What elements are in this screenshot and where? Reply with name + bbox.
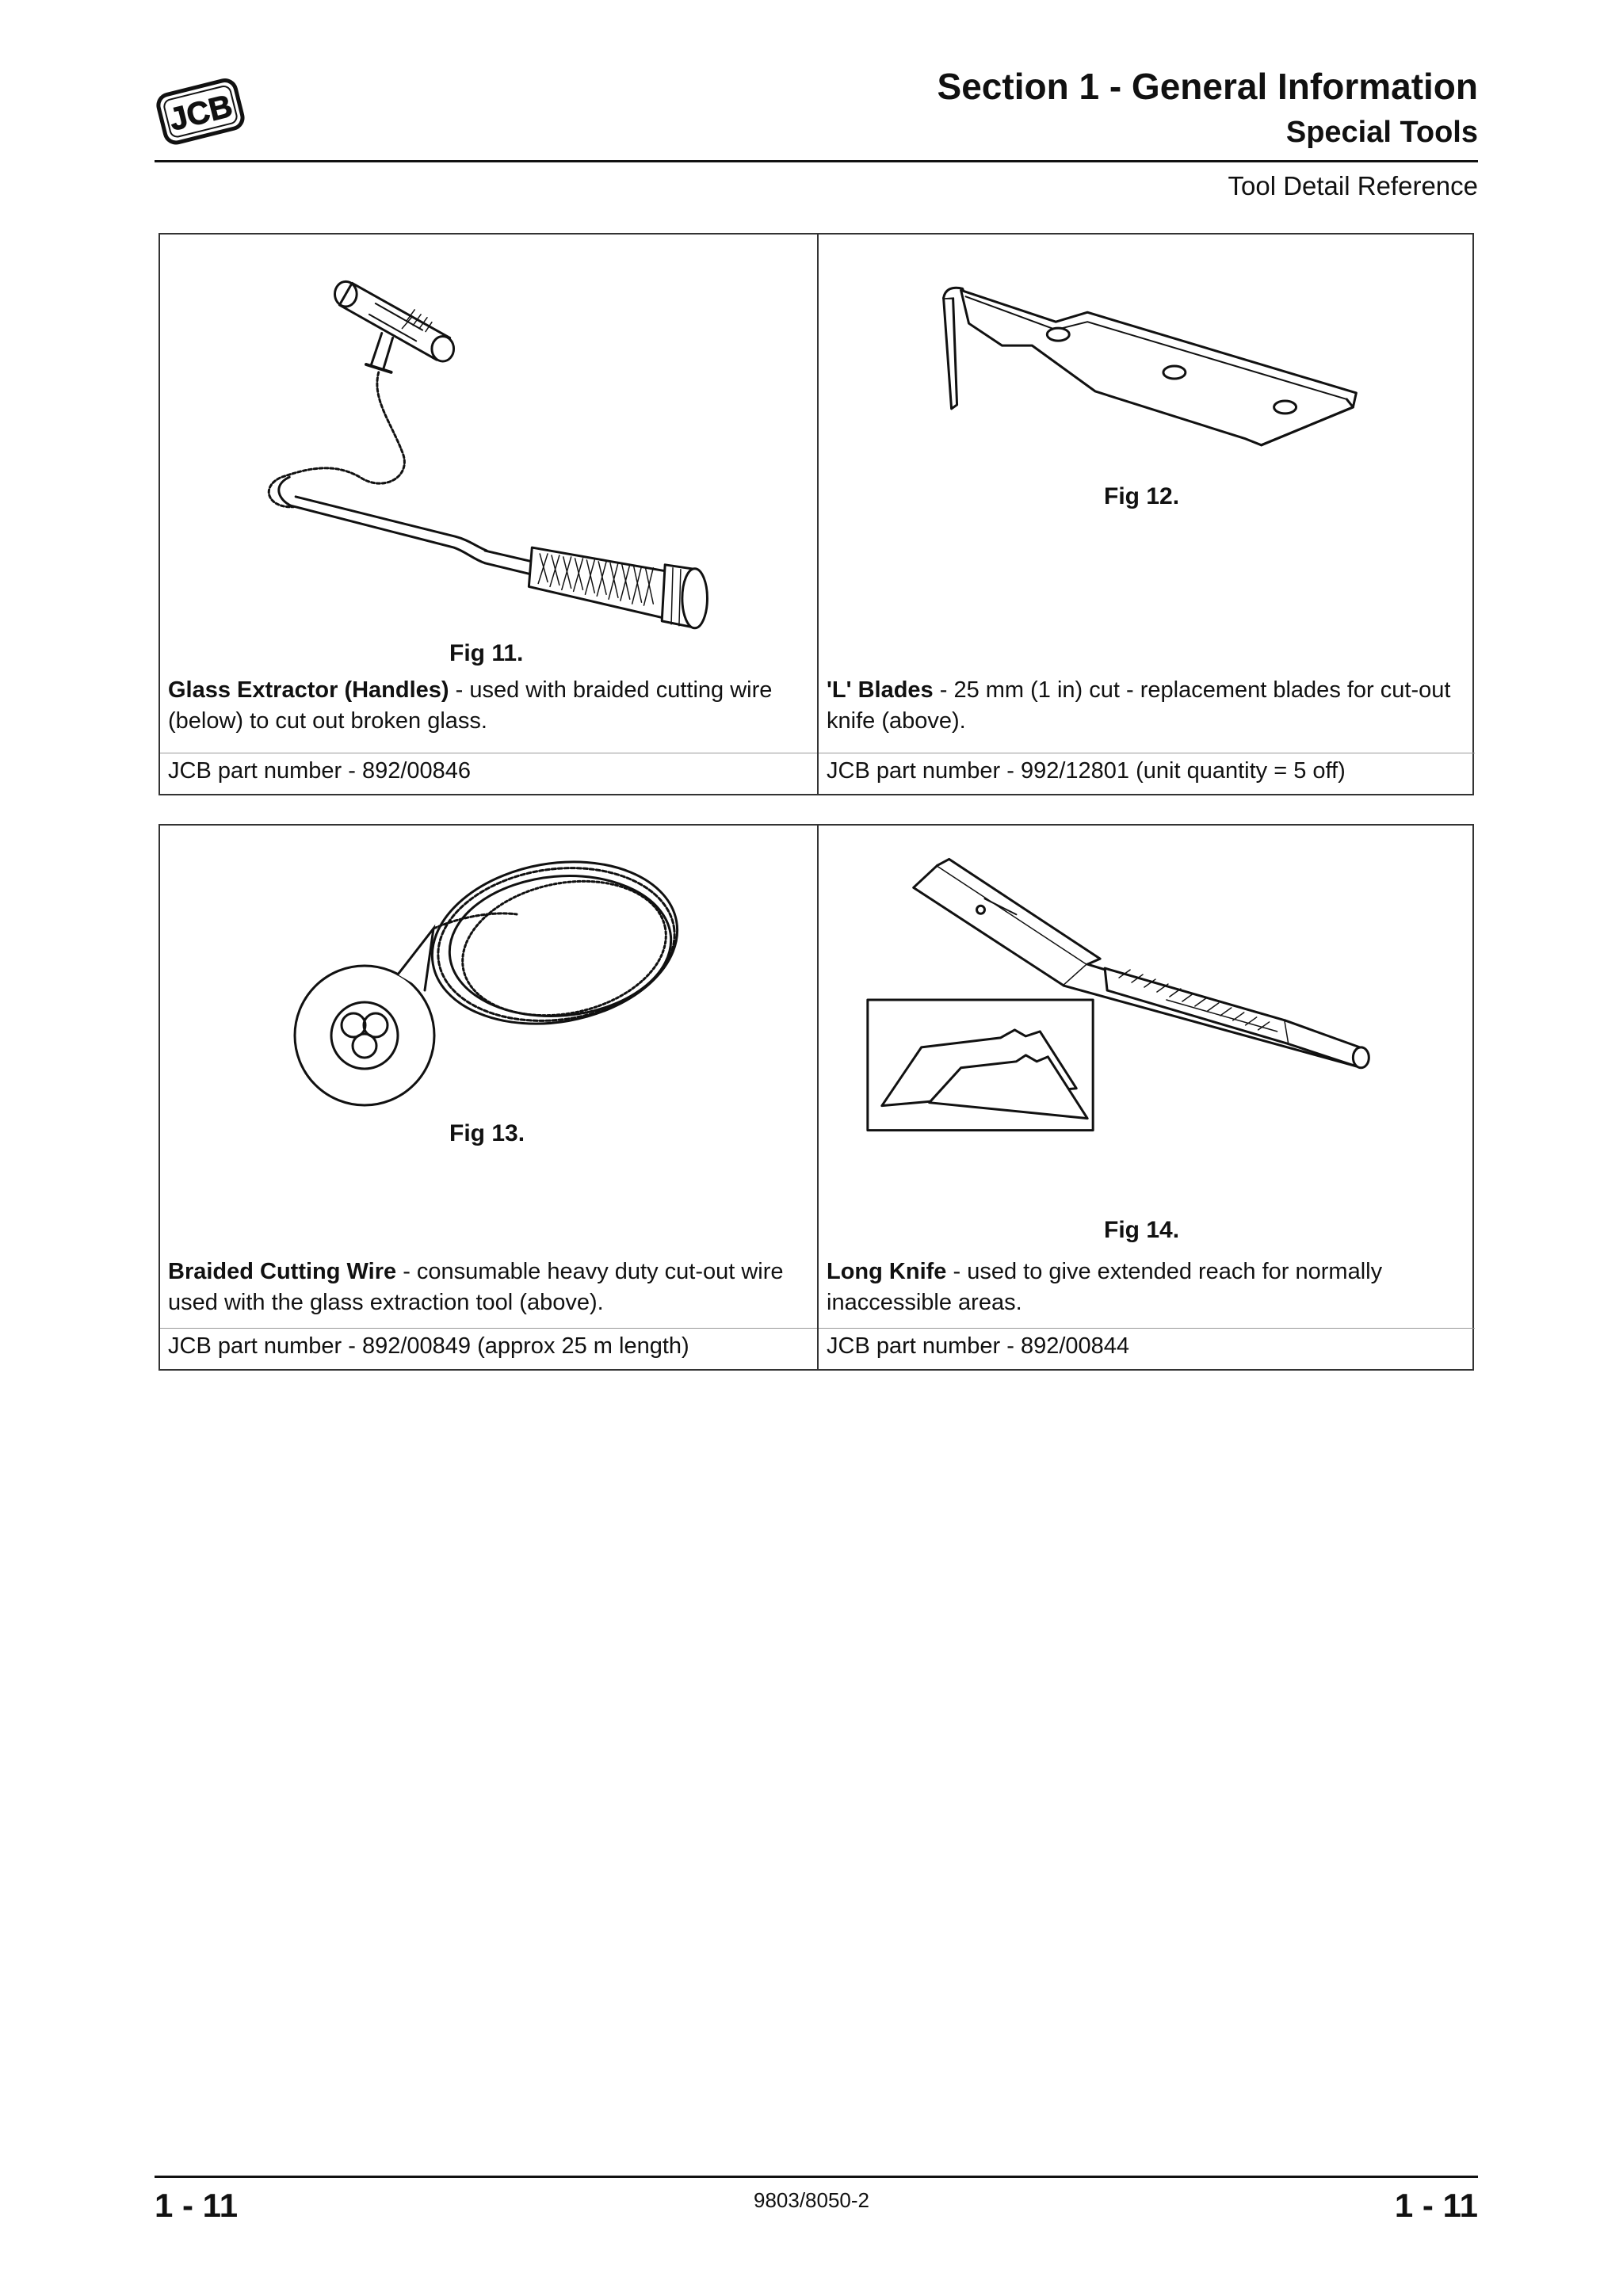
- page-number-left: 1 - 11: [155, 2187, 239, 2224]
- tool-cell-braided-wire: [160, 826, 818, 1369]
- tool-cell-long-knife: [817, 826, 1475, 1369]
- logo-text: JCB: [166, 88, 236, 138]
- glass-extractor-text: - used with braided cutting wire (below) to cut out broken glass.: [168, 677, 773, 734]
- long-knife-illustration: [819, 841, 1475, 1158]
- fig-14-caption: Fig 14.: [1104, 1217, 1180, 1243]
- l-blades-description: [827, 675, 1465, 737]
- braided-wire-figure: [160, 841, 818, 1135]
- long-knife-name: Long Knife: [827, 1259, 947, 1284]
- l-blades-part-number: JCB part number - 992/12801 (unit quantity = 5 off): [819, 753, 1475, 791]
- glass-extractor-name: Glass Extractor (Handles): [168, 677, 449, 703]
- long-knife-text: - used to give extended reach for normally inaccessible areas.: [827, 1259, 1383, 1315]
- l-blades-figure: [819, 266, 1475, 504]
- document-code: 9803/8050-2: [753, 2188, 870, 2212]
- braided-wire-coil-illustration: [160, 841, 818, 1135]
- braided-wire-part-number: JCB part number - 892/00849 (approx 25 m length): [160, 1328, 818, 1366]
- section-title: Section 1 - General Information: [937, 66, 1478, 107]
- fig-11-caption: Fig 11.: [449, 640, 524, 666]
- tool-cell-l-blades: [817, 235, 1475, 794]
- jcb-logo: [155, 73, 246, 151]
- glass-extractor-part-number: JCB part number - 892/00846: [160, 753, 818, 791]
- fig-12-caption: Fig 12.: [1104, 483, 1180, 509]
- footer-divider: [155, 2176, 1478, 2178]
- subsection-title: Special Tools: [1285, 116, 1478, 149]
- reference-label: Tool Detail Reference: [1228, 171, 1478, 200]
- braided-wire-description: [168, 1257, 808, 1318]
- tool-panel-1: [158, 233, 1474, 795]
- long-knife-part-number: JCB part number - 892/00844: [819, 1328, 1475, 1366]
- header-divider: [155, 160, 1478, 162]
- tool-panel-2: [158, 824, 1474, 1371]
- glass-extractor-description: [168, 675, 808, 737]
- l-blades-text: - 25 mm (1 in) cut - replacement blades for cut-out knife (above).: [827, 677, 1451, 734]
- fig-13-caption: Fig 13.: [449, 1120, 525, 1146]
- page-number-right: 1 - 11: [1394, 2187, 1478, 2224]
- tool-cell-glass-extractor: [160, 235, 818, 794]
- l-blade-illustration: [819, 266, 1475, 504]
- braided-wire-text: - consumable heavy duty cut-out wire used with the glass extraction tool (above).: [168, 1259, 784, 1315]
- long-knife-figure: [819, 841, 1475, 1158]
- braided-wire-name: Braided Cutting Wire: [168, 1259, 397, 1284]
- long-knife-description: [827, 1257, 1465, 1318]
- l-blades-name: 'L' Blades: [827, 677, 934, 703]
